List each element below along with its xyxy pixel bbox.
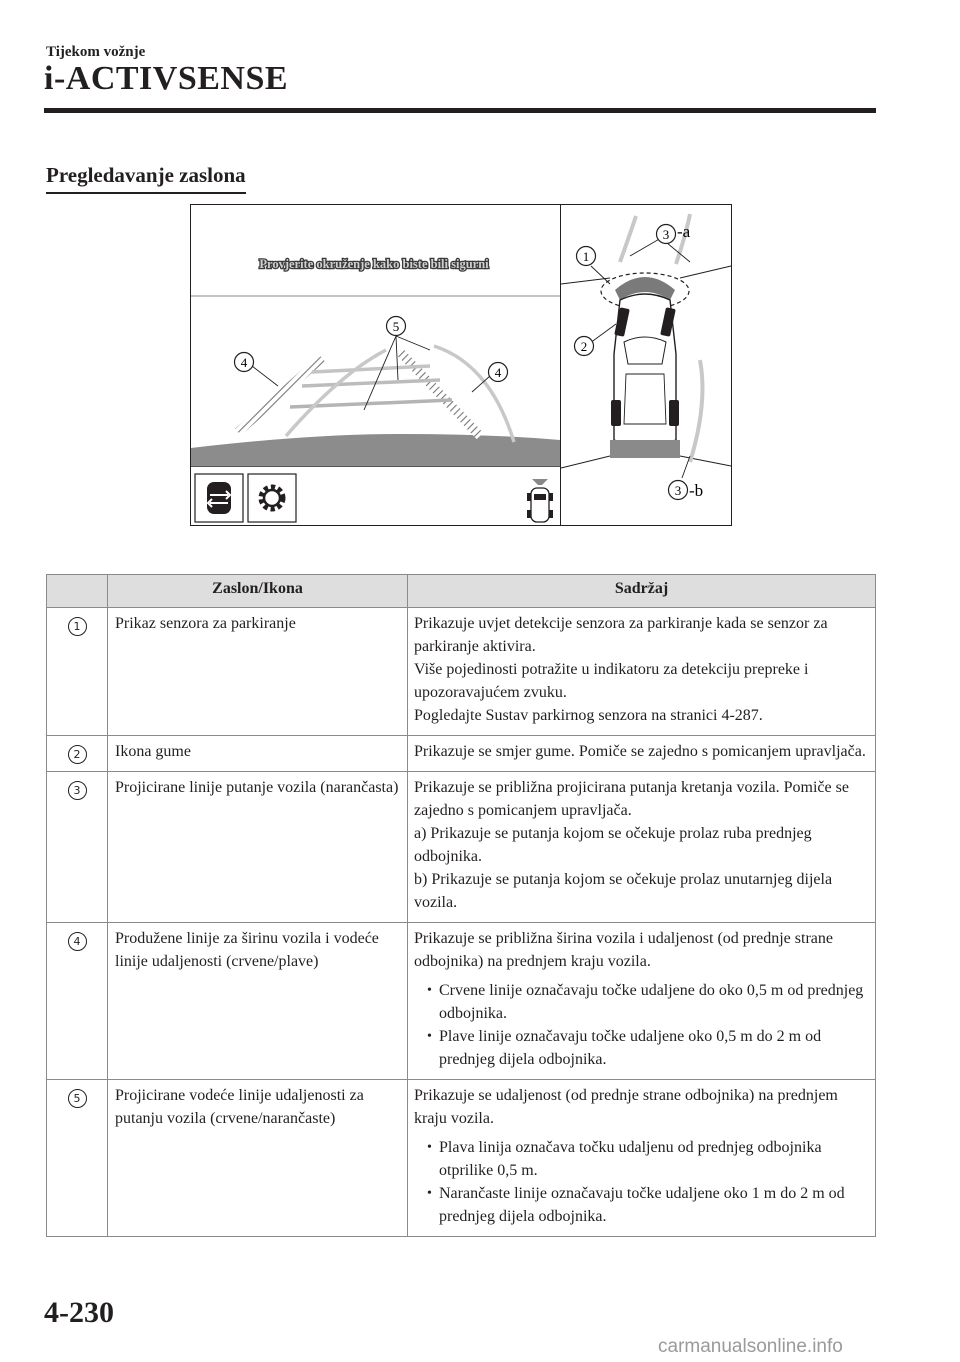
callout-3a-suffix: -a [677, 222, 691, 241]
parking-display-figure [190, 204, 732, 526]
callout-3b-label: 3 [674, 483, 682, 498]
row-number-badge: 1 [68, 617, 87, 636]
list-item [414, 979, 870, 1025]
callout-2 [575, 337, 594, 356]
header-content: Sadržaj [408, 575, 876, 608]
header-num [47, 575, 108, 608]
row-name: Ikona gume [108, 736, 408, 772]
list-item [414, 1136, 870, 1182]
row-content-line: Prikazuje uvjet detekcije senzora za parkiranje kada se senzor za parkiranje aktivira. [414, 615, 828, 655]
row-content-line: Više pojedinosti potražite u indikatoru za detekciju prepreke i upozoravajućem zvuku. [414, 661, 809, 701]
table-row [47, 736, 876, 772]
callout-5-label: 5 [392, 319, 400, 334]
camera-view [191, 205, 560, 467]
list-item [414, 1182, 870, 1228]
camera-switch-icon[interactable] [195, 474, 243, 522]
display-toolbar [191, 467, 560, 525]
callout-4-left-label: 4 [240, 355, 248, 370]
table-row [47, 608, 876, 736]
row-content [408, 772, 876, 923]
row-content [408, 923, 876, 1080]
callout-4-left [235, 353, 254, 372]
row-name: Projicirane vodeće linije udaljenosti za putanju vozila (crvene/narančaste) [108, 1080, 408, 1237]
list-item [414, 1025, 870, 1071]
bullet-dot-icon: • [427, 1186, 432, 1201]
page-number: 4-230 [44, 1296, 114, 1329]
callout-5 [387, 317, 406, 336]
callout-3a-label: 3 [662, 227, 670, 242]
header-rule [44, 108, 876, 113]
warning-banner-text: Provjerite okruženje kako biste bili sigurni [259, 257, 489, 271]
callout-3b-suffix: -b [689, 481, 704, 500]
row-content-line: Pogledajte Sustav parkirnog senzora na stranici 4-287. [414, 707, 763, 724]
bullet-list [414, 979, 870, 1071]
subheading: Pregledavanje zaslona [46, 163, 246, 194]
list-item-text: Narančaste linije označavaju točke udaljene oko 1 m do 2 m od prednjeg dijela odbojnika. [439, 1185, 845, 1225]
bullet-dot-icon: • [427, 983, 432, 998]
list-item-text: Plave linije označavaju točke udaljene oko 0,5 m do 2 m od prednjeg dijela odbojnika. [439, 1028, 822, 1068]
row-number-badge: 5 [68, 1089, 87, 1108]
table-row [47, 923, 876, 1080]
callout-4-right [489, 363, 508, 382]
row-content [408, 608, 876, 736]
bullet-dot-icon: • [427, 1029, 432, 1044]
header-display-icon: Zaslon/Ikona [108, 575, 408, 608]
row-content-line: Prikazuje se približna projicirana putanja kretanja vozila. Pomiče se zajedno s pomicanjem upravljača. [414, 779, 849, 819]
row-content-line: Prikazuje se približna širina vozila i udaljenost (od prednje strane odbojnika) na prednjem kraju vozila. [414, 930, 833, 970]
bullet-list [414, 1136, 870, 1228]
chapter-title: i-ACTIVSENSE [44, 60, 289, 97]
watermark: carmanualsonline.info [658, 1336, 843, 1357]
description-table [46, 574, 876, 1237]
row-content-line: a) Prikazuje se putanja kojom se očekuje prolaz ruba prednjeg odbojnika. [414, 825, 812, 865]
list-item-text: Plava linija označava točku udaljenu od prednjeg odbojnika otprilike 0,5 m. [439, 1139, 822, 1179]
row-content [408, 1080, 876, 1237]
row-content-line: Prikazuje se udaljenost (od prednje strane odbojnika) na prednjem kraju vozila. [414, 1087, 838, 1127]
list-item-text: Crvene linije označavaju točke udaljene do oko 0,5 m od prednjeg odbojnika. [439, 982, 864, 1022]
callout-2-label: 2 [580, 339, 588, 354]
table-header-row [47, 575, 876, 608]
row-name: Prikaz senzora za parkiranje [108, 608, 408, 736]
row-name: Produžene linije za širinu vozila i vodeće linije udaljenosti (crvene/plave) [108, 923, 408, 1080]
row-content-line: Prikazuje se smjer gume. Pomiče se zajedno s pomicanjem upravljača. [414, 743, 866, 760]
table-row [47, 1080, 876, 1237]
row-content [408, 736, 876, 772]
settings-gear-icon[interactable] [248, 474, 296, 522]
callout-4-right-label: 4 [494, 365, 502, 380]
callout-1-label: 1 [582, 249, 590, 264]
row-number-badge: 3 [68, 781, 87, 800]
section-label: Tijekom vožnje [46, 44, 146, 60]
row-number-badge: 4 [68, 932, 87, 951]
row-content-line: b) Prikazuje se putanja kojom se očekuje prolaz unutarnjeg dijela vozila. [414, 871, 833, 911]
warning-banner [228, 254, 520, 271]
callout-1 [577, 247, 596, 266]
row-name: Projicirane linije putanje vozila (narančasta) [108, 772, 408, 923]
table-row [47, 772, 876, 923]
bullet-dot-icon: • [427, 1140, 432, 1155]
row-number-badge: 2 [68, 745, 87, 764]
